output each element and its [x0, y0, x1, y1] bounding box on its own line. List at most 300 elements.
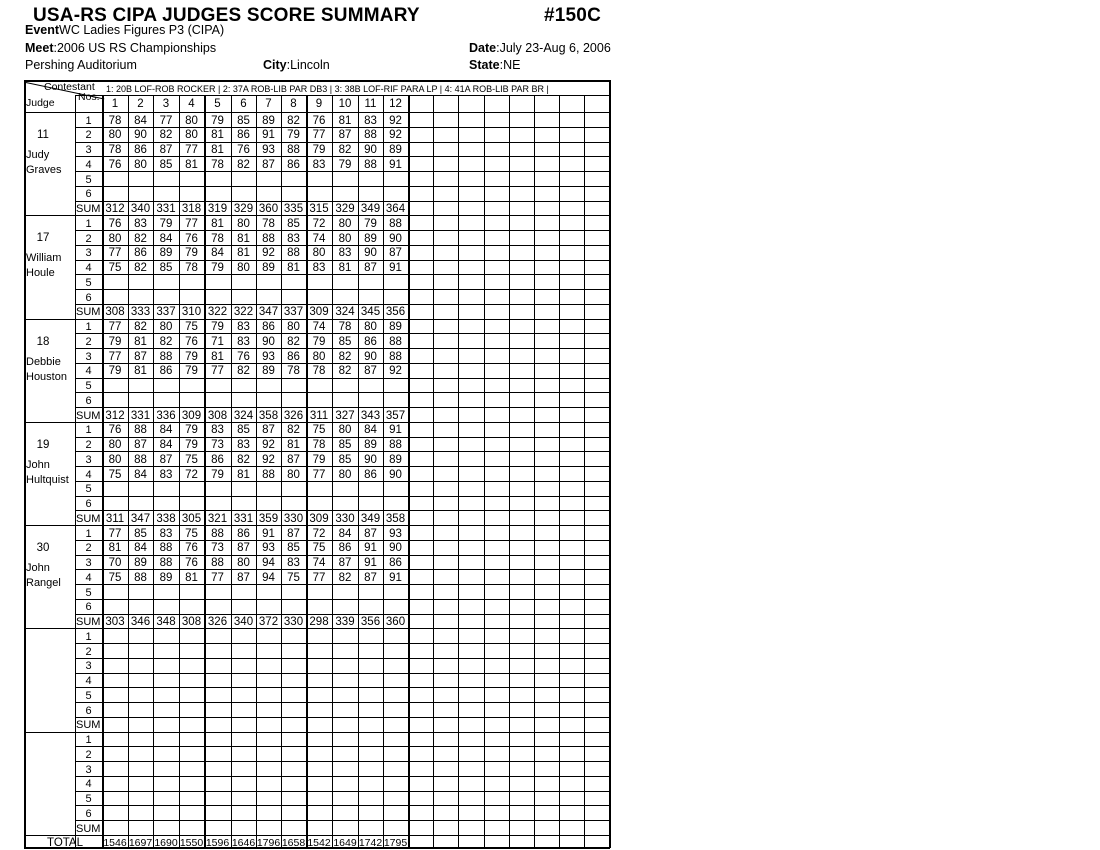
- event-value: WC Ladies Figures P3 (CIPA): [59, 23, 225, 37]
- score-cell: 78: [262, 217, 275, 230]
- score-cell: 81: [211, 129, 224, 142]
- grid-line: [534, 95, 535, 848]
- grid-line: [24, 80, 610, 82]
- score-cell: 86: [262, 321, 275, 333]
- grid-line: [75, 673, 609, 674]
- grid-line: [609, 80, 611, 848]
- score-cell: 90: [389, 468, 402, 481]
- score-cell: 91: [262, 527, 275, 540]
- score-cell: 86: [237, 129, 250, 142]
- sum-cell: 315: [309, 203, 329, 215]
- row-label: 6: [85, 291, 92, 304]
- total-cell: 1546: [103, 836, 127, 849]
- sum-cell: 356: [360, 616, 381, 628]
- sum-cell: 308: [207, 409, 228, 422]
- score-cell: 93: [262, 350, 275, 363]
- sum-label: SUM: [76, 616, 101, 628]
- score-cell: 88: [262, 232, 275, 245]
- score-cell: 82: [287, 335, 300, 348]
- score-cell: 76: [185, 557, 198, 569]
- row-label: 5: [85, 793, 92, 805]
- score-cell: 77: [108, 527, 122, 540]
- column-number: 11: [364, 98, 377, 110]
- score-cell: 85: [134, 527, 147, 540]
- column-number: 6: [240, 98, 247, 110]
- score-cell: 85: [159, 262, 173, 274]
- score-cell: 89: [364, 232, 377, 245]
- score-cell: 80: [338, 232, 352, 245]
- sum-cell: 339: [335, 616, 355, 628]
- score-cell: 83: [287, 232, 300, 245]
- score-cell: 92: [389, 129, 402, 142]
- city-label: City: [263, 58, 287, 72]
- score-cell: 92: [262, 247, 275, 260]
- sum-cell: 305: [181, 512, 202, 525]
- score-cell: 80: [312, 247, 326, 260]
- page-title: USA-RS CIPA JUDGES SCORE SUMMARY: [33, 5, 420, 26]
- sum-cell: 337: [283, 306, 304, 319]
- sum-label: SUM: [76, 822, 101, 835]
- sum-cell: 348: [156, 616, 176, 628]
- judge-label: Judge: [26, 97, 55, 109]
- score-cell: 87: [364, 262, 377, 274]
- score-cell: 85: [159, 158, 173, 171]
- score-cell: 87: [338, 129, 352, 142]
- sum-label: SUM: [76, 719, 101, 732]
- score-cell: 84: [159, 424, 173, 437]
- meet-label: Meet: [25, 41, 54, 55]
- score-cell: 82: [159, 129, 173, 142]
- score-cell: 72: [185, 468, 198, 481]
- column-number: 5: [214, 98, 221, 110]
- row-label: 1: [85, 217, 92, 230]
- score-cell: 75: [108, 468, 122, 481]
- grid-line: [75, 717, 609, 718]
- score-cell: 76: [108, 217, 122, 230]
- score-cell: 78: [211, 158, 224, 171]
- sum-cell: 331: [233, 512, 254, 525]
- meet-value: 2006 US RS Championships: [56, 41, 217, 55]
- score-cell: 87: [237, 542, 250, 555]
- judge-last-name: Graves: [26, 164, 62, 176]
- score-cell: 80: [237, 217, 250, 230]
- score-cell: 82: [287, 114, 300, 127]
- score-cell: 80: [108, 129, 122, 142]
- score-cell: 87: [237, 571, 250, 584]
- sum-cell: 312: [105, 203, 125, 215]
- score-cell: 80: [287, 321, 300, 333]
- score-cell: 83: [134, 217, 147, 230]
- column-number: 10: [338, 98, 352, 110]
- date-value: July 23-Aug 6, 2006: [499, 41, 611, 55]
- score-cell: 86: [389, 557, 402, 569]
- score-cell: 81: [237, 247, 250, 260]
- state-label: State: [469, 58, 500, 72]
- score-cell: 90: [389, 542, 402, 555]
- score-cell: 92: [262, 453, 275, 466]
- grid-line: [24, 422, 609, 423]
- sum-cell: 359: [258, 512, 279, 525]
- score-cell: 88: [389, 439, 402, 451]
- score-cell: 88: [389, 217, 402, 230]
- score-cell: 81: [237, 468, 250, 481]
- score-cell: 81: [287, 262, 300, 274]
- sum-cell: 322: [233, 306, 254, 319]
- row-label: 3: [85, 763, 92, 776]
- score-cell: 83: [312, 262, 326, 274]
- grid-line: [408, 95, 410, 848]
- score-cell: 85: [287, 542, 300, 555]
- grid-line: [75, 761, 609, 762]
- score-cell: 75: [108, 262, 122, 274]
- score-cell: 78: [338, 321, 352, 333]
- sum-cell: 360: [385, 616, 406, 628]
- judge-last-name: Hultquist: [26, 473, 69, 486]
- score-cell: 82: [338, 350, 352, 363]
- score-cell: 92: [389, 365, 402, 378]
- score-cell: 91: [364, 557, 377, 569]
- score-cell: 85: [237, 114, 250, 127]
- grid-line: [75, 687, 609, 688]
- score-cell: 77: [211, 571, 224, 584]
- column-number: 7: [265, 98, 272, 110]
- score-cell: 84: [134, 542, 147, 555]
- score-cell: 88: [364, 158, 377, 171]
- sum-cell: 364: [385, 203, 406, 215]
- score-cell: 88: [211, 527, 224, 540]
- sum-cell: 330: [335, 512, 355, 525]
- figures-line: 1: 20B LOF-ROB ROCKER | 2: 37A ROB-LIB PAR DB3 | 3: 38B LOF-RIF PARA LP | 4: 41A ROB-LIB PAR BR |: [106, 84, 549, 94]
- score-cell: 81: [211, 217, 224, 230]
- score-cell: 79: [185, 350, 198, 363]
- score-cell: 86: [134, 144, 147, 156]
- total-cell: 1646: [231, 836, 256, 849]
- score-cell: 73: [211, 542, 224, 555]
- score-cell: 85: [338, 453, 352, 466]
- score-cell: 91: [389, 262, 402, 274]
- row-label: 1: [85, 527, 92, 540]
- sum-label: SUM: [76, 409, 101, 422]
- grid-line: [75, 569, 609, 570]
- score-cell: 88: [364, 129, 377, 142]
- score-cell: 80: [185, 129, 198, 142]
- row-label: 5: [85, 483, 92, 496]
- column-number: 2: [137, 98, 144, 110]
- score-cell: 90: [134, 129, 147, 142]
- column-number: 3: [162, 98, 170, 110]
- judge-number: 11: [37, 129, 49, 141]
- sum-cell: 356: [385, 306, 406, 319]
- score-cell: 73: [211, 439, 224, 451]
- score-cell: 78: [287, 365, 300, 378]
- grid-line: [75, 186, 609, 187]
- judge-number: 18: [36, 335, 50, 348]
- score-cell: 87: [159, 453, 173, 466]
- total-cell: 1542: [307, 836, 331, 849]
- form-number: #150C: [544, 5, 601, 26]
- grid-line: [24, 835, 609, 836]
- sum-cell: 324: [335, 306, 355, 319]
- sum-cell: 372: [258, 616, 279, 628]
- score-cell: 77: [185, 144, 198, 156]
- score-cell: 83: [312, 158, 326, 171]
- score-cell: 76: [108, 424, 122, 437]
- score-cell: 79: [364, 217, 377, 230]
- score-cell: 89: [134, 557, 147, 569]
- row-label: 5: [85, 380, 92, 392]
- score-cell: 93: [262, 542, 275, 555]
- total-label: TOTAL: [47, 836, 83, 849]
- judge-first-name: Judy: [26, 149, 50, 161]
- grid-line: [433, 95, 434, 848]
- sum-cell: 346: [130, 616, 151, 628]
- sum-cell: 333: [130, 306, 151, 319]
- score-cell: 87: [338, 557, 352, 569]
- contestant-label: Contestant: [44, 81, 95, 93]
- score-cell: 78: [312, 365, 326, 378]
- score-cell: 88: [389, 350, 402, 363]
- score-cell: 89: [262, 262, 275, 274]
- row-label: 1: [85, 424, 92, 437]
- score-cell: 92: [389, 114, 402, 127]
- score-cell: 83: [159, 468, 173, 481]
- judge-first-name: John: [26, 458, 50, 471]
- grid-line: [75, 407, 609, 408]
- score-cell: 82: [237, 453, 250, 466]
- score-cell: 77: [185, 217, 198, 230]
- score-cell: 80: [312, 350, 326, 363]
- score-cell: 86: [364, 335, 377, 348]
- score-cell: 83: [237, 439, 250, 451]
- total-cell: 1697: [128, 836, 153, 849]
- grid-line: [75, 510, 609, 511]
- score-cell: 84: [134, 114, 147, 127]
- nos-label: Nos.: [78, 91, 100, 103]
- score-cell: 82: [237, 158, 250, 171]
- sum-cell: 326: [207, 616, 228, 628]
- row-label: 4: [85, 262, 92, 274]
- score-cell: 88: [134, 571, 147, 584]
- grid-line: [75, 702, 609, 703]
- score-cell: 79: [211, 114, 224, 127]
- sum-cell: 340: [233, 616, 254, 628]
- score-cell: 72: [312, 527, 326, 540]
- grid-line: [75, 127, 609, 128]
- score-cell: 76: [312, 114, 326, 127]
- sum-cell: 338: [156, 512, 176, 525]
- sum-cell: 311: [309, 409, 329, 422]
- score-cell: 79: [287, 129, 300, 142]
- total-cell: 1742: [358, 836, 383, 849]
- grid-line: [75, 437, 609, 438]
- score-cell: 75: [185, 321, 198, 333]
- score-cell: 86: [237, 527, 250, 540]
- sum-label: SUM: [76, 203, 101, 215]
- judge-last-name: Houston: [26, 370, 67, 383]
- row-label: 6: [85, 394, 92, 407]
- score-cell: 78: [211, 232, 224, 245]
- score-cell: 82: [338, 571, 352, 584]
- score-cell: 79: [159, 217, 173, 230]
- score-cell: 80: [108, 453, 122, 466]
- row-label: 3: [85, 350, 92, 363]
- grid-line: [24, 628, 609, 629]
- sum-cell: 309: [309, 306, 329, 319]
- row-label: 6: [85, 704, 92, 717]
- grid-line: [75, 95, 609, 96]
- score-cell: 87: [287, 527, 300, 540]
- score-cell: 84: [338, 527, 352, 540]
- score-cell: 80: [338, 217, 352, 230]
- sum-cell: 309: [309, 512, 329, 525]
- row-label: 2: [85, 748, 92, 761]
- score-cell: 81: [211, 144, 224, 156]
- row-label: 6: [85, 601, 92, 614]
- grid-line: [24, 732, 609, 733]
- sum-cell: 340: [130, 203, 151, 215]
- score-cell: 86: [287, 158, 300, 171]
- meet-line: Meet:2006 US RS Championships: [25, 41, 217, 55]
- grid-line: [75, 451, 609, 452]
- score-cell: 80: [108, 232, 122, 245]
- score-cell: 80: [287, 468, 300, 481]
- score-cell: 80: [237, 557, 250, 569]
- score-cell: 79: [211, 262, 224, 274]
- sum-cell: 310: [181, 306, 202, 319]
- sum-cell: 303: [105, 616, 125, 628]
- score-cell: 91: [389, 571, 402, 584]
- grid-line: [75, 540, 609, 541]
- score-cell: 88: [134, 453, 147, 466]
- score-cell: 78: [108, 114, 122, 127]
- score-cell: 93: [389, 527, 402, 540]
- sum-cell: 347: [130, 512, 151, 525]
- score-cell: 88: [159, 350, 173, 363]
- grid-line: [75, 348, 609, 349]
- grid-line: [75, 791, 609, 792]
- city-value: Lincoln: [290, 58, 330, 72]
- grid-line: [509, 95, 510, 848]
- score-cell: 88: [262, 468, 275, 481]
- sum-cell: 324: [233, 409, 254, 422]
- score-cell: 81: [134, 335, 147, 348]
- venue: Pershing Auditorium: [25, 58, 137, 72]
- row-label: 2: [85, 335, 92, 348]
- grid-line: [584, 95, 585, 848]
- score-cell: 91: [262, 129, 275, 142]
- score-cell: 80: [108, 439, 122, 451]
- score-cell: 75: [185, 527, 198, 540]
- score-cell: 85: [237, 424, 250, 437]
- sum-cell: 336: [156, 409, 176, 422]
- score-cell: 84: [211, 247, 224, 260]
- score-cell: 81: [185, 571, 198, 584]
- score-cell: 78: [185, 262, 198, 274]
- row-label: 2: [85, 439, 92, 451]
- score-cell: 87: [389, 247, 402, 260]
- score-cell: 87: [364, 571, 377, 584]
- judge-number: 17: [36, 232, 50, 245]
- grid-line: [75, 776, 609, 777]
- score-cell: 82: [338, 144, 352, 156]
- row-label: 1: [85, 734, 92, 746]
- sum-cell: 337: [156, 306, 176, 319]
- score-cell: 79: [185, 247, 198, 260]
- score-cell: 82: [338, 365, 352, 378]
- total-cell: 1550: [179, 836, 204, 849]
- total-cell: 1596: [205, 836, 230, 849]
- score-cell: 88: [159, 557, 173, 569]
- sum-cell: 329: [335, 203, 355, 215]
- total-cell: 1690: [154, 836, 178, 849]
- total-cell: 1796: [256, 836, 281, 849]
- row-label: 5: [85, 586, 92, 599]
- score-cell: 89: [389, 453, 402, 466]
- score-cell: 77: [159, 114, 173, 127]
- score-cell: 79: [312, 453, 326, 466]
- total-cell: 1649: [333, 836, 357, 849]
- grid-line: [75, 289, 609, 290]
- row-label: 4: [85, 365, 92, 378]
- score-cell: 90: [364, 144, 377, 156]
- date-label: Date: [469, 41, 497, 55]
- grid-line: [75, 171, 609, 172]
- column-number: 12: [389, 98, 402, 110]
- score-cell: 83: [237, 335, 250, 348]
- score-cell: 75: [312, 542, 326, 555]
- score-cell: 79: [211, 321, 224, 333]
- score-cell: 81: [211, 350, 224, 363]
- sum-cell: 345: [360, 306, 381, 319]
- row-label: 3: [85, 453, 92, 466]
- row-label: 4: [85, 158, 92, 171]
- grid-line: [75, 643, 609, 644]
- score-cell: 90: [364, 350, 377, 363]
- judge-first-name: Debbie: [26, 355, 61, 368]
- row-label: 4: [85, 778, 92, 791]
- grid-line: [75, 584, 609, 585]
- event-label: Event: [25, 23, 60, 37]
- score-cell: 94: [262, 571, 275, 584]
- sum-cell: 357: [385, 409, 406, 422]
- grid-line: [75, 614, 609, 615]
- sum-cell: 347: [258, 306, 279, 319]
- score-cell: 82: [159, 335, 173, 348]
- row-label: 4: [85, 675, 92, 687]
- score-cell: 81: [237, 232, 250, 245]
- row-label: 4: [85, 571, 92, 584]
- grid-line: [75, 496, 609, 497]
- date-line: Date:July 23-Aug 6, 2006: [469, 41, 611, 55]
- score-cell: 87: [134, 439, 147, 451]
- row-label: 6: [85, 498, 92, 510]
- score-cell: 76: [237, 144, 250, 156]
- sum-cell: 311: [105, 512, 125, 525]
- score-cell: 82: [134, 321, 147, 333]
- grid-line: [75, 481, 609, 482]
- grid-line: [75, 142, 609, 143]
- grid-line: [24, 112, 609, 113]
- score-cell: 82: [134, 232, 147, 245]
- grid-line: [75, 466, 609, 467]
- score-cell: 89: [389, 321, 402, 333]
- score-cell: 74: [312, 321, 326, 333]
- score-cell: 87: [134, 350, 147, 363]
- sum-cell: 360: [258, 203, 279, 215]
- score-cell: 83: [237, 321, 250, 333]
- score-cell: 79: [338, 158, 352, 171]
- score-cell: 84: [159, 232, 173, 245]
